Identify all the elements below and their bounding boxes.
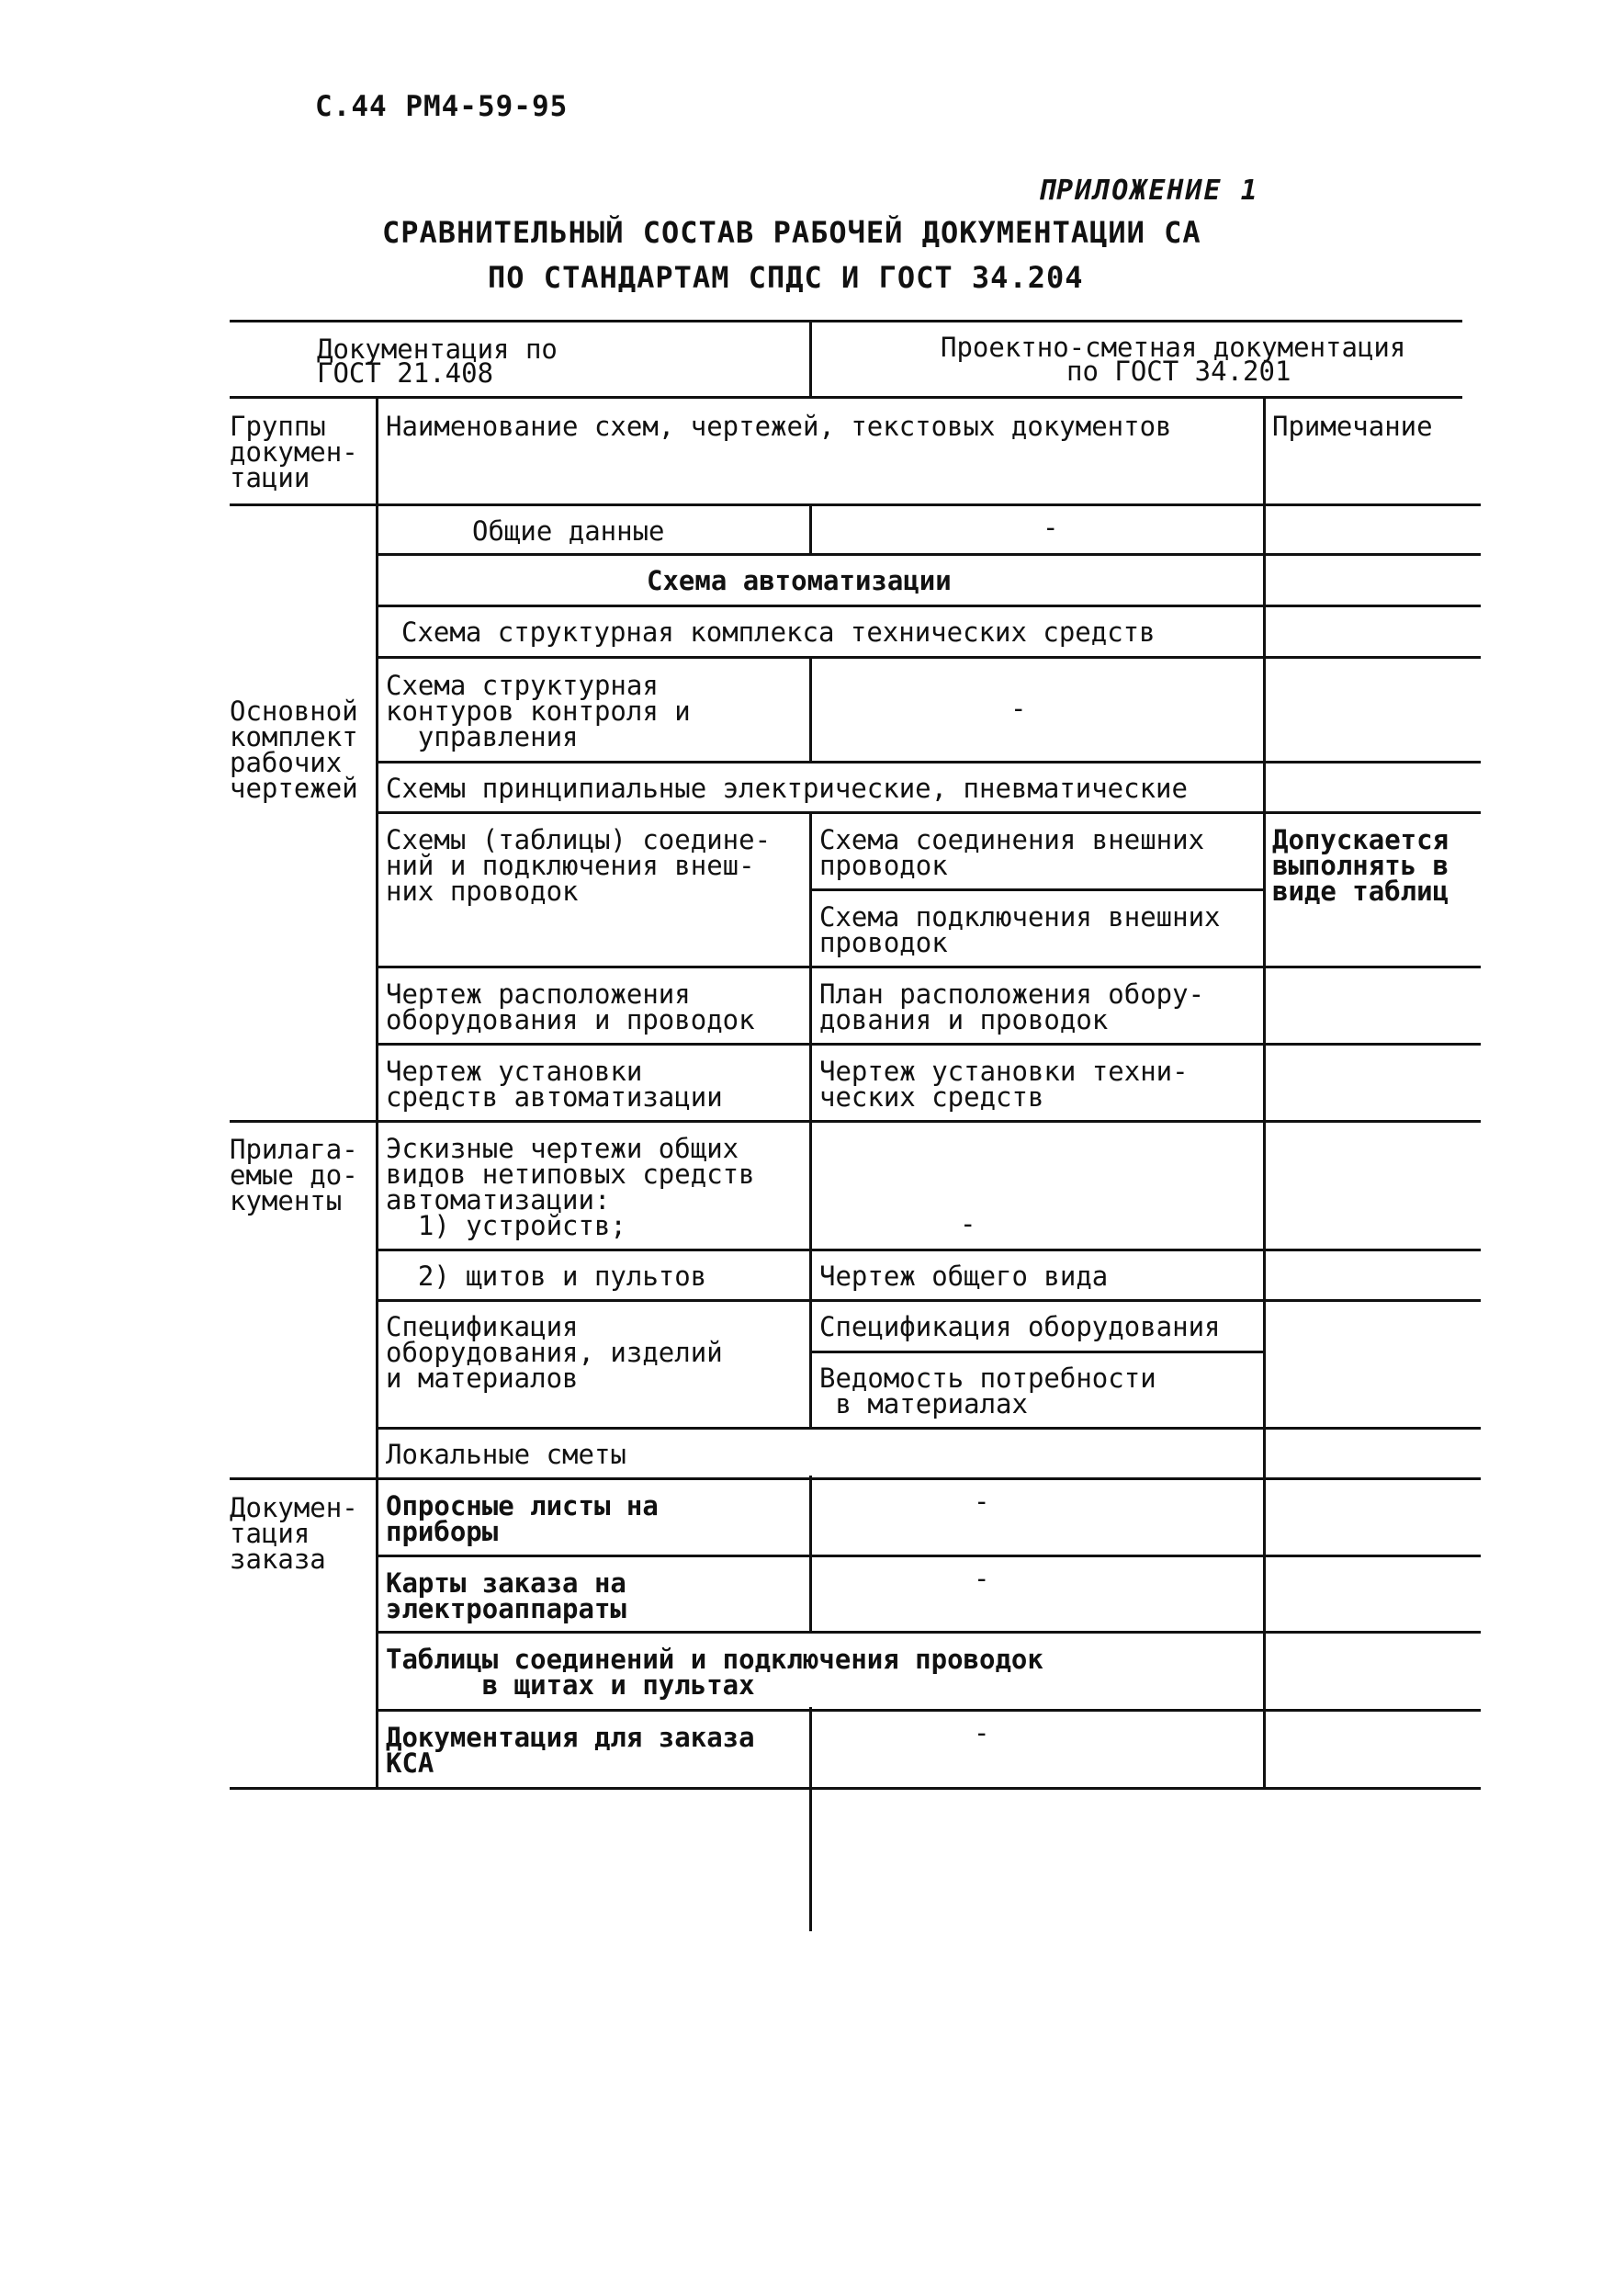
row-structure-complex: Схема структурная комплекса технических средств [401, 616, 1156, 648]
row-specification: Спецификация оборудования, изделий и материалов [386, 1311, 723, 1394]
rule-row [810, 1351, 1264, 1353]
document-title-line1: СРАВНИТЕЛЬНЫЙ СОСТАВ РАБОЧЕЙ ДОКУМЕНТАЦИИ СА [382, 215, 1201, 250]
row-panels: 2) щитов и пультов [386, 1261, 707, 1292]
rule-row [377, 656, 1481, 659]
document-title-line2: ПО СТАНДАРТАМ СПДС И ГОСТ 34.204 [488, 260, 1084, 295]
header-right-line1: Проектно-сметная документация [941, 332, 1406, 363]
row-structure-contours: Схема структурная контуров контроля и управления [386, 670, 691, 752]
span-mask [805, 1430, 816, 1476]
rule-group [230, 1120, 1481, 1123]
col-groups-header: Группы докумен- тации [230, 411, 358, 493]
rule-header-divider [809, 320, 812, 396]
rule-subheader-bottom [230, 503, 1481, 506]
row-general-data-dash: - [1043, 512, 1059, 543]
group-attached: Прилага- емые до- кументы [230, 1134, 358, 1216]
row-installation-drawing: Чертеж установки средств автоматизации [386, 1056, 723, 1113]
row-layout-drawing: Чертеж расположения оборудования и проводок [386, 978, 755, 1035]
group-main: Основной комплект рабочих чертежей [230, 696, 358, 804]
rule-top [230, 320, 1462, 322]
rule-bottom [230, 1787, 1481, 1790]
row-local-estimates: Локальные сметы [386, 1439, 626, 1470]
row-principal-schemes: Схемы принципиальные электрические, пневматические [386, 773, 1188, 804]
rule-row [377, 1631, 1481, 1634]
row-kca-order-docs-dash: - [974, 1717, 990, 1748]
rule-row [377, 1709, 1481, 1712]
row-connection-tables-panels: Таблицы соединений и подключения проводок в щитах и пультах [386, 1644, 1043, 1701]
rule-note-divider [1263, 396, 1266, 1787]
rule-col [809, 1477, 812, 1555]
group-order: Докумен- тация заказа [230, 1492, 358, 1575]
rule-col [809, 656, 812, 761]
rule-group [230, 1477, 1481, 1480]
row-general-view: Чертеж общего вида [819, 1261, 1109, 1292]
rule-row [377, 761, 1481, 763]
row-materials-need: Ведомость потребности в материалах [819, 1363, 1156, 1419]
row-installation-technical: Чертеж установки техни- ческих средств [819, 1056, 1189, 1113]
rule-row [377, 811, 1481, 814]
rule-row [377, 553, 1481, 556]
col-names-header: Наименование схем, чертежей, текстовых документов [386, 411, 1172, 442]
header-left-line2: ГОСТ 21.408 [317, 357, 494, 389]
row-sketch-drawings-dash: - [960, 1208, 976, 1239]
appendix-label: ПРИЛОЖЕНИЕ 1 [1038, 175, 1259, 207]
page-code: С.44 РМ4-59-95 [315, 90, 569, 123]
rule-row [377, 1555, 1481, 1557]
header-right-line2: по ГОСТ 34.201 [1066, 356, 1291, 387]
rule-row [377, 605, 1481, 607]
rule-groups-divider [376, 396, 378, 1787]
rule-row [810, 888, 1264, 891]
row-connection-note: Допускается выполнять в виде таблиц [1272, 824, 1449, 907]
row-sketch-drawings: Эскизные чертежи общих видов нетиповых средств автоматизации: 1) устройств; [386, 1133, 755, 1241]
rule-header-bottom [230, 396, 1462, 399]
rule-col [809, 1555, 812, 1631]
row-layout-plan: План расположения обору- дования и проводок [819, 978, 1205, 1035]
row-automation-scheme: Схема автоматизации [647, 565, 952, 596]
rule-row [377, 1299, 1481, 1302]
header-left-line1: Документация по [317, 334, 558, 365]
row-connection-external: Схема соединения внешних проводок [819, 824, 1205, 881]
row-structure-contours-dash: - [1010, 693, 1027, 724]
row-connection-wiring: Схема подключения внешних проводок [819, 901, 1221, 958]
row-questionnaires-dash: - [974, 1486, 990, 1517]
row-kca-order-docs: Документация для заказа КСА [386, 1722, 755, 1779]
rule-row [377, 1427, 1481, 1430]
row-order-cards: Карты заказа на электроаппараты [386, 1567, 626, 1624]
rule-row [377, 1249, 1481, 1251]
rule-col [809, 1709, 812, 1787]
rule-row [377, 1043, 1481, 1046]
row-order-cards-dash: - [974, 1563, 990, 1594]
row-connection-tables: Схемы (таблицы) соедине- ний и подключения внеш- них проводок [386, 824, 772, 907]
col-note-header: Примечание [1272, 411, 1433, 442]
rule-row [377, 966, 1481, 968]
row-general-data: Общие данные [472, 515, 665, 547]
row-questionnaires: Опросные листы на приборы [386, 1490, 659, 1547]
rule-col [809, 503, 812, 553]
row-equipment-spec: Спецификация оборудования [819, 1311, 1221, 1342]
